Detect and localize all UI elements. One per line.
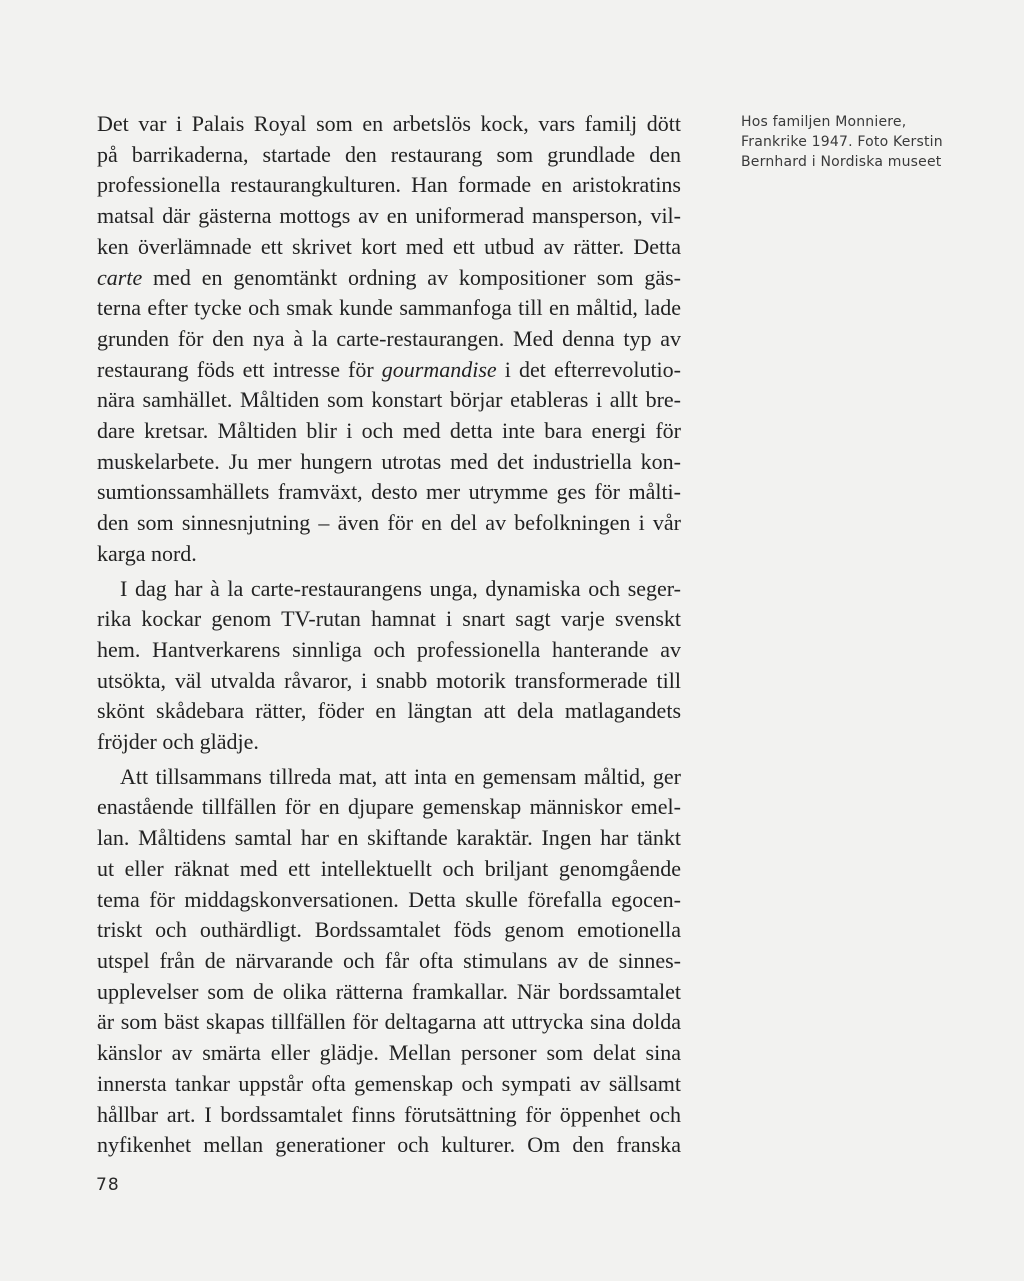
text-fragment: med en genomtänkt ordning av kompositioner som gäs- <box>142 264 681 290</box>
text-line: är som bäst skapas tillfällen för deltagarna att uttrycka sina dolda <box>97 1009 681 1035</box>
text-line: hållbar art. I bordssamtalet finns förutsättning för öppenhet och <box>97 1101 681 1127</box>
text-line: Att tillsammans tillreda mat, att inta en gemensam måltid, ger <box>120 763 681 789</box>
text-line: terna efter tycke och smak kunde sammanfoga till en måltid, lade <box>97 295 681 321</box>
text-line: Det var i Palais Royal som en arbetslös kock, vars familj dött <box>97 111 681 136</box>
caption-line: Hos familjen Monniere, <box>741 114 907 130</box>
text-line <box>97 263 681 294</box>
italic-term-carte: carte <box>97 264 143 290</box>
text-line: dare kretsar. Måltiden blir i och med detta inte bara energi för <box>97 418 681 444</box>
text-line: enastående tillfällen för en djupare gemenskap människor emel- <box>97 794 681 820</box>
text-line: I dag har à la carte-restaurangens unga, dynamiska och seger- <box>120 575 681 601</box>
text-line: grunden för den nya à la carte-restaurangen. Med denna typ av <box>97 325 681 351</box>
text-fragment: restaurang föds ett intresse för <box>97 356 382 382</box>
text-line: ken överlämnade ett skrivet kort med ett utbud av rätter. Detta <box>97 233 681 259</box>
text-fragment: i det efterrevolutio- <box>496 356 681 382</box>
text-line: karga nord. <box>97 540 197 566</box>
text-line: innersta tankar uppstår ofta gemenskap och sympati av sällsamt <box>97 1070 681 1096</box>
text-line: den som sinnesnjutning – även för en del av befolkningen i vår <box>97 510 681 536</box>
body-text <box>97 109 681 1161</box>
text-line: skönt skådebara rätter, föder en längtan att dela matlagandets <box>97 698 681 724</box>
text-line: triskt och outhärdligt. Bordssamtalet föds genom emotionella <box>97 917 681 943</box>
text-line: på barrikaderna, startade den restaurang som grundlade den <box>97 141 681 167</box>
text-line: ut eller räknat med ett intellektuellt och briljant genomgående <box>97 855 681 881</box>
text-line: matsal där gästerna mottogs av en uniformerad mansperson, vil- <box>97 203 681 229</box>
text-line: fröjder och glädje. <box>97 729 259 755</box>
text-line: nära samhället. Måltiden som konstart börjar etableras i allt bre- <box>97 387 681 413</box>
text-line <box>97 355 681 386</box>
text-line: upplevelser som de olika rätterna framkallar. När bordssamtalet <box>97 978 681 1004</box>
text-line: känslor av smärta eller glädje. Mellan personer som delat sina <box>97 1040 681 1066</box>
text-line: utsökta, väl utvalda råvaror, i snabb motorik transformerade till <box>97 667 681 693</box>
paragraph-1 <box>97 109 681 570</box>
text-line: lan. Måltidens samtal har en skiftande karaktär. Ingen har tänkt <box>97 825 681 851</box>
caption-line: Frankrike 1947. Foto Kerstin <box>741 134 943 150</box>
text-line: tema för middagskonversationen. Detta skulle förefalla egocen- <box>97 886 681 912</box>
photo-caption <box>741 112 981 172</box>
text-line: muskelarbete. Ju mer hungern utrotas med det industriella kon- <box>97 448 681 474</box>
text-line: utspel från de närvarande och får ofta stimulans av de sinnes- <box>97 947 681 973</box>
text-line: nyfikenhet mellan generationer och kulturer. Om den franska <box>97 1132 681 1158</box>
text-line: hem. Hantverkarens sinnliga och professionella hanterande av <box>97 636 681 662</box>
paragraph-2 <box>97 574 681 758</box>
text-line: sumtionssamhällets framväxt, desto mer utrymme ges för målti- <box>97 479 681 505</box>
page-number: 78 <box>96 1175 120 1195</box>
text-line: rika kockar genom TV-rutan hamnat i snart sagt varje svenskt <box>97 606 681 632</box>
text-line: professionella restaurangkulturen. Han formade en aristokratins <box>97 172 681 198</box>
caption-line: Bernhard i Nordiska museet <box>741 154 942 170</box>
paragraph-3 <box>97 762 681 1161</box>
italic-term-gourmandise: gourmandise <box>381 356 497 382</box>
